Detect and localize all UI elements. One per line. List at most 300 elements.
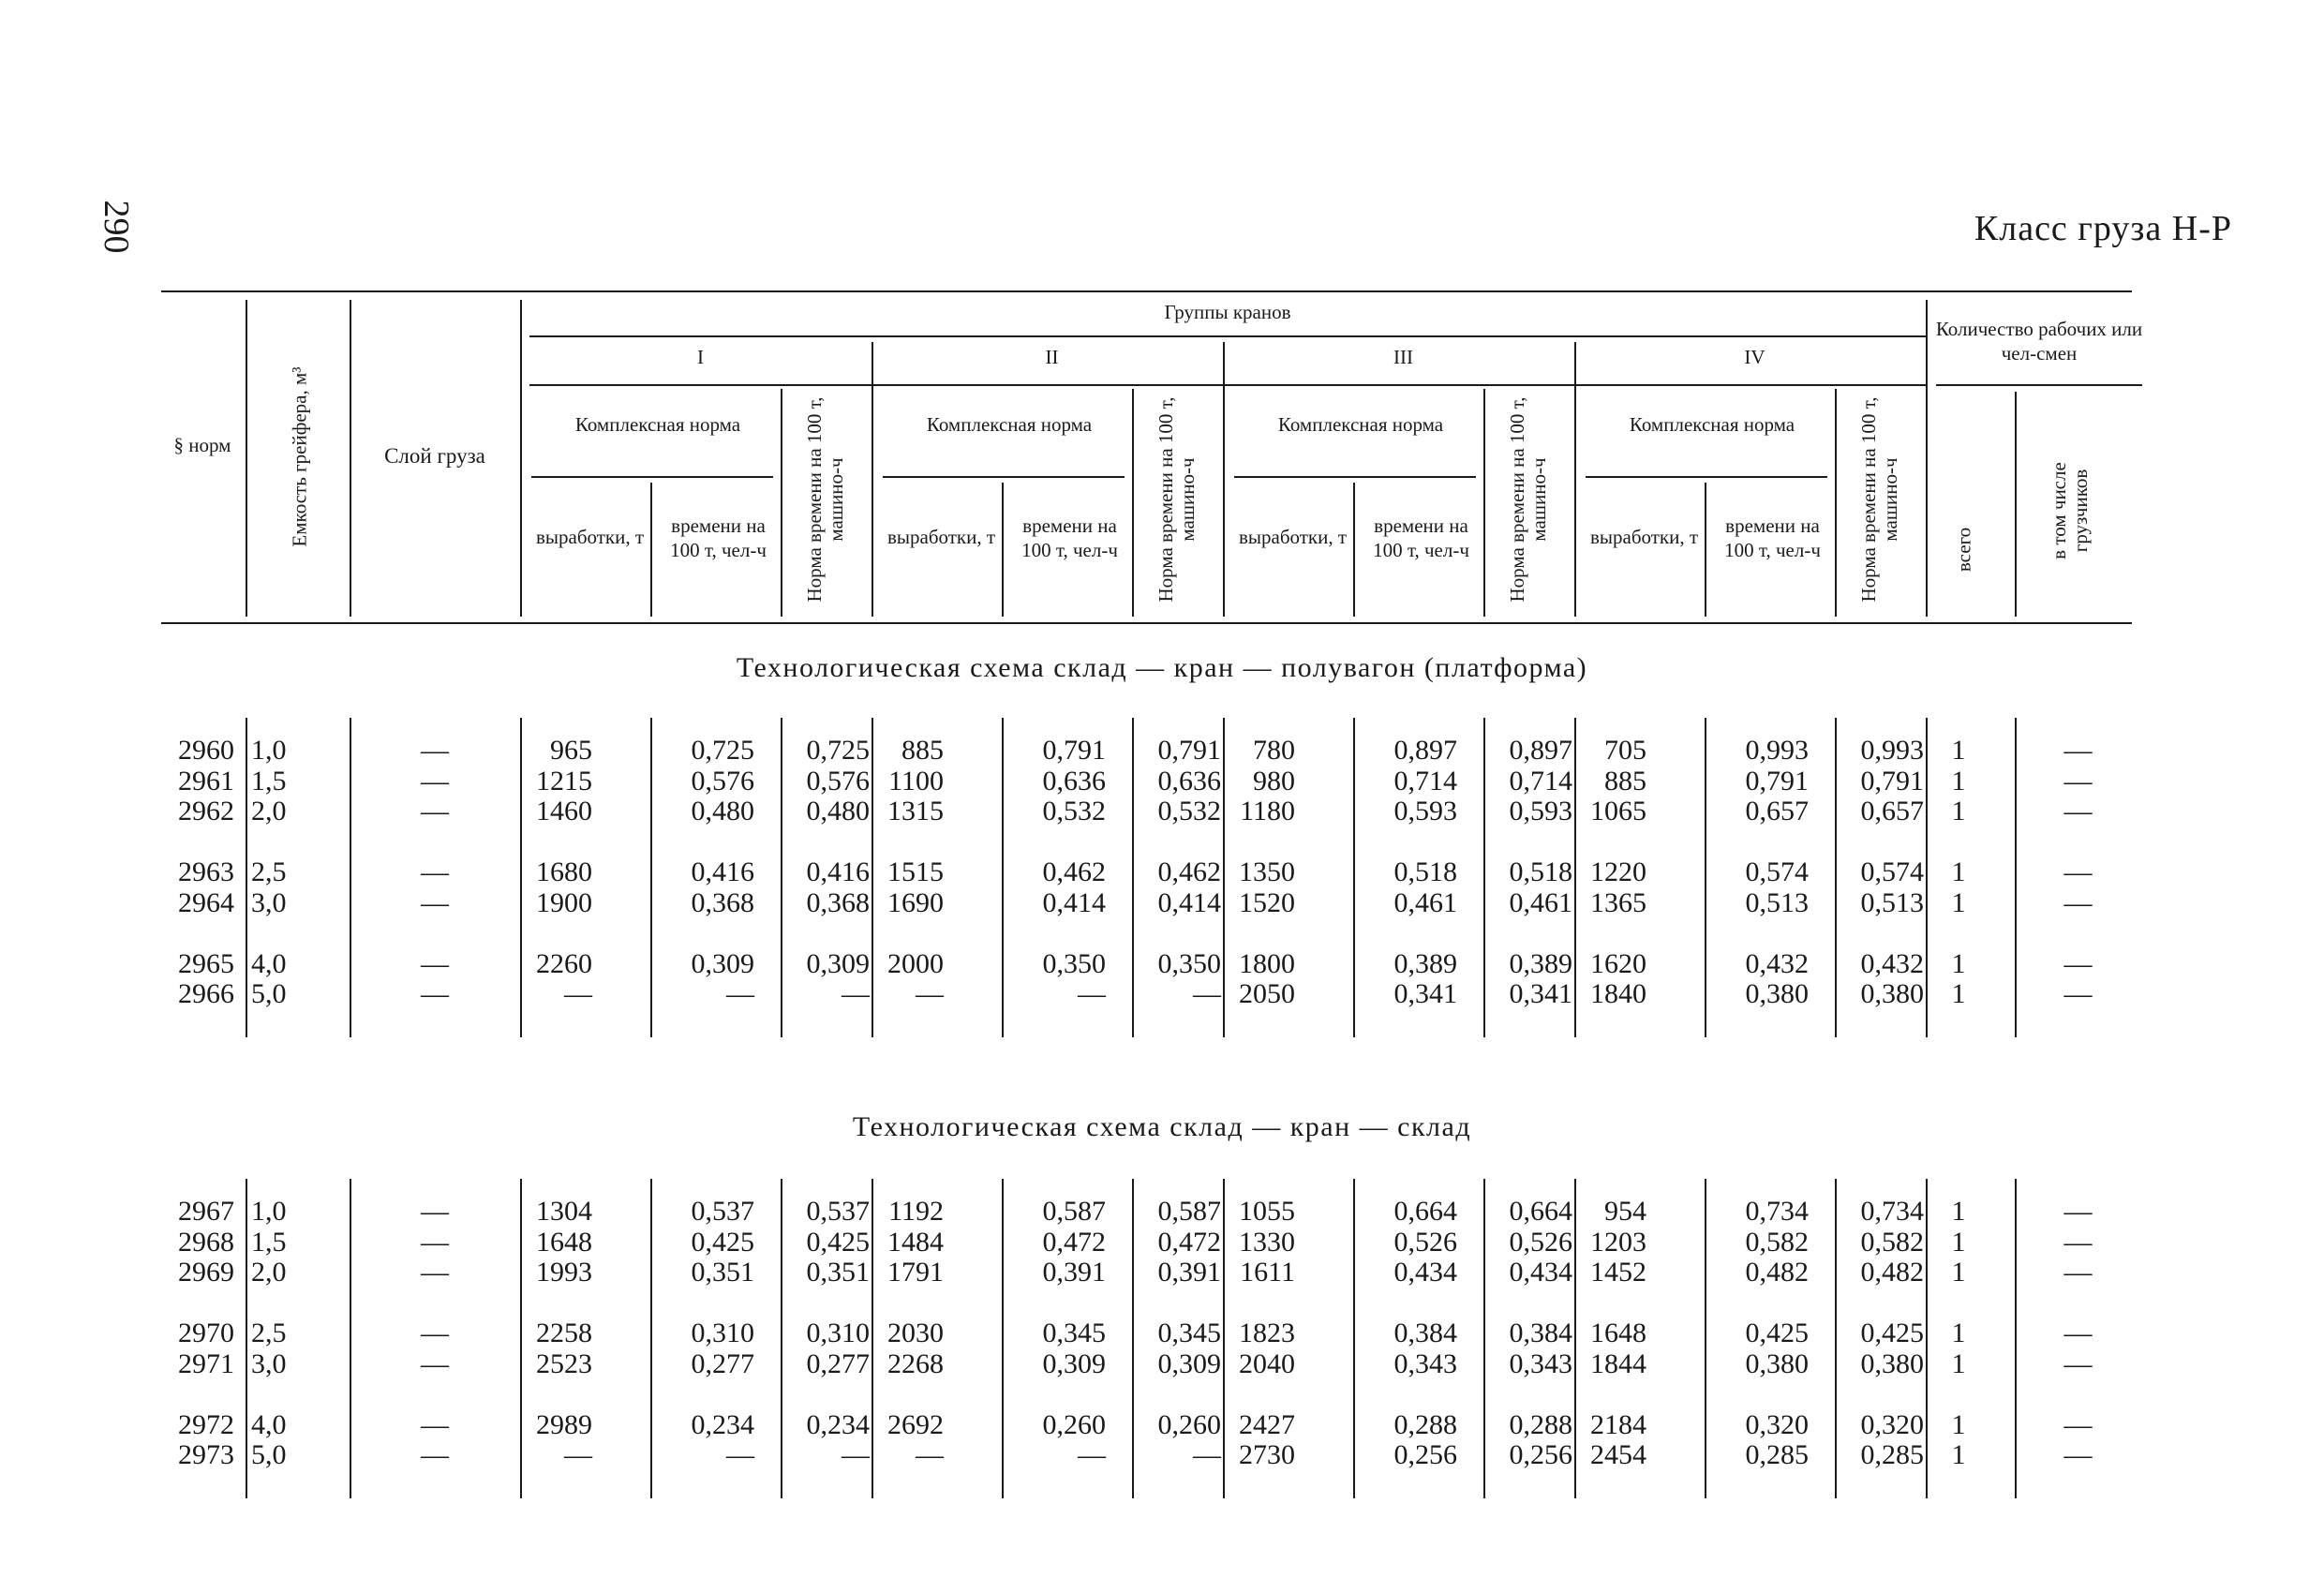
table-cell: 0,277 [806, 1347, 870, 1379]
table-cell: 0,526 [1393, 1226, 1457, 1258]
table-cell: 0,636 [1042, 765, 1106, 796]
table-cell: 1330 [1239, 1226, 1295, 1258]
table-cell: 0,587 [1157, 1196, 1221, 1227]
table-cell: 0,380 [1860, 1347, 1924, 1379]
table-cell: 0,380 [1745, 1347, 1809, 1379]
table-cell: — [421, 1196, 449, 1227]
table-cell: 2,0 [251, 1257, 287, 1288]
col-divider [1574, 342, 1576, 617]
table-cell: 1065 [1590, 796, 1646, 826]
table-cell: 1 [1951, 1347, 1966, 1379]
complex-norm-header-2: Комплексная норма [926, 413, 1093, 436]
table-cell: 0,576 [806, 765, 870, 796]
table-cell: 2040 [1239, 1347, 1295, 1379]
table-cell: — [421, 796, 449, 826]
group-numeral-1: I [697, 346, 704, 368]
table-cell: 1611 [1240, 1257, 1295, 1288]
table-cell: 5,0 [251, 1439, 287, 1470]
col-divider [1926, 300, 1928, 617]
table-cell: 0,380 [1745, 978, 1809, 1009]
table-cell: 1690 [887, 886, 944, 918]
table-cell: 0,791 [1157, 735, 1221, 766]
table-cell: 0,260 [1157, 1408, 1221, 1440]
table-cell: — [564, 1439, 592, 1470]
body-column-rule [520, 718, 522, 1037]
table-cell: 1800 [1239, 947, 1295, 979]
col-divider [2015, 392, 2017, 617]
table-cell: 0,285 [1745, 1439, 1809, 1470]
complex-rule-2 [883, 476, 1125, 478]
table-cell: 980 [1253, 765, 1295, 796]
table-cell: 1100 [888, 765, 944, 796]
table-cell: 1680 [536, 856, 592, 887]
col-divider [246, 300, 247, 617]
crane-groups-header: Группы кранов [1164, 301, 1291, 323]
body-column-rule [1132, 1179, 1134, 1498]
table-cell: 0,391 [1157, 1257, 1221, 1288]
table-cell: 2962 [178, 796, 234, 826]
table-cell: — [421, 765, 449, 796]
table-cell: — [2063, 1196, 2093, 1227]
table-cell: 954 [1604, 1196, 1646, 1227]
section-title-2: Технологическая схема склад — кран — склад [852, 1111, 1472, 1142]
body-column-rule [872, 718, 873, 1037]
table-cell: 0,285 [1860, 1439, 1924, 1470]
table-cell: 0,414 [1157, 886, 1221, 918]
body-column-rule [246, 718, 247, 1037]
output-header-2: выработки, т [886, 526, 996, 548]
col-divider [1705, 483, 1706, 617]
table-cell: 0,574 [1860, 856, 1924, 887]
body-column-rule [1132, 718, 1134, 1037]
table-cell: 1055 [1239, 1196, 1295, 1227]
table-cell: 1520 [1239, 886, 1295, 918]
table-cell: 0,574 [1745, 856, 1809, 887]
table-cell: 2967 [178, 1196, 234, 1227]
col-divider [350, 300, 351, 617]
complex-rule-1 [531, 476, 773, 478]
table-cell: 1484 [887, 1226, 944, 1258]
body-column-rule [246, 1179, 247, 1498]
table-cell: — [916, 1439, 944, 1470]
table-cell: 0,532 [1157, 796, 1221, 826]
time-header-1: времени на 100 т, чел-ч [670, 514, 767, 561]
table-cell: — [421, 856, 449, 887]
table-cell: 0,277 [691, 1347, 754, 1379]
table-cell: 0,480 [691, 796, 754, 826]
layer-header: Слой груза [384, 444, 485, 468]
body-column-rule [1483, 718, 1485, 1037]
table-cell: — [421, 886, 449, 918]
table-cell: — [2063, 1439, 2093, 1470]
table-cell: 2184 [1590, 1408, 1646, 1440]
page-title: Класс груза Н-Р [1974, 209, 2232, 248]
table-cell: 1 [1951, 735, 1966, 766]
norm-header: § норм [173, 434, 231, 456]
table-cell: — [421, 1318, 449, 1348]
workers-rule [1936, 384, 2142, 386]
table-cell: — [421, 735, 449, 766]
table-cell: 1 [1951, 1196, 1966, 1227]
table-cell: 705 [1604, 735, 1646, 766]
body-column-rule [1353, 718, 1355, 1037]
table-cell: 0,993 [1745, 735, 1809, 766]
table-cell: 2,0 [251, 796, 287, 826]
table-cell: 0,714 [1509, 765, 1572, 796]
table-cell: 0,993 [1860, 735, 1924, 766]
table-cell: 2,5 [251, 1318, 287, 1348]
table-cell: 0,518 [1509, 856, 1572, 887]
table-cell: 1180 [1240, 796, 1295, 826]
table-cell: 0,472 [1042, 1226, 1106, 1258]
table-cell: 965 [550, 735, 592, 766]
machine-time-header-3: Норма времени на 100 т, машино-ч [1506, 396, 1550, 603]
table-cell: 0,256 [1393, 1439, 1457, 1470]
table-cell: 0,380 [1860, 978, 1924, 1009]
header-bottom-rule [161, 622, 2132, 624]
table-cell: 1220 [1590, 856, 1646, 887]
table-cell: 0,482 [1745, 1257, 1809, 1288]
table-cell: 0,664 [1393, 1196, 1457, 1227]
table-cell: 0,351 [691, 1257, 754, 1288]
table-cell: 2427 [1239, 1408, 1295, 1440]
table-cell: 0,432 [1745, 947, 1809, 979]
table-cell: 0,537 [691, 1196, 754, 1227]
complex-rule-4 [1586, 476, 1827, 478]
table-cell: 0,309 [1157, 1347, 1221, 1379]
body-column-rule [1574, 718, 1576, 1037]
table-cell: — [421, 1226, 449, 1258]
loaders-header: в том числе грузчиков [2048, 462, 2092, 559]
table-cell: 1,0 [251, 735, 287, 766]
table-cell: 0,368 [691, 886, 754, 918]
table-cell: — [1078, 978, 1106, 1009]
table-cell: 0,791 [1860, 765, 1924, 796]
table-cell: 0,345 [1042, 1318, 1106, 1348]
table-cell: 2960 [178, 735, 234, 766]
table-cell: 0,636 [1157, 765, 1221, 796]
table-cell: 1 [1951, 886, 1966, 918]
numeral-rule [529, 384, 1926, 386]
table-top-rule [161, 290, 2132, 292]
table-cell: — [2063, 1226, 2093, 1258]
table-cell: 0,310 [691, 1318, 754, 1348]
table-cell: 0,526 [1509, 1226, 1572, 1258]
col-divider [1353, 483, 1355, 617]
table-cell: 0,341 [1393, 978, 1457, 1009]
workers-header: Количество рабочих или чел-смен [1935, 318, 2143, 365]
table-cell: 2,5 [251, 856, 287, 887]
table-cell: — [2063, 886, 2093, 918]
table-cell: 1844 [1590, 1347, 1646, 1379]
table-cell: 0,414 [1042, 886, 1106, 918]
table-cell: 0,309 [806, 947, 870, 979]
table-cell: 1350 [1239, 856, 1295, 887]
body-column-rule [1574, 1179, 1576, 1498]
table-cell: 2961 [178, 765, 234, 796]
table-cell: 2730 [1239, 1439, 1295, 1470]
table-cell: 0,664 [1509, 1196, 1572, 1227]
table-cell: — [1193, 1439, 1221, 1470]
table-cell: 0,461 [1393, 886, 1457, 918]
table-cell: 1791 [887, 1257, 944, 1288]
table-cell: 1 [1951, 765, 1966, 796]
col-divider [872, 342, 873, 617]
table-cell: 4,0 [251, 1408, 287, 1440]
table-cell: 1304 [536, 1196, 592, 1227]
table-cell: — [842, 978, 870, 1009]
table-cell: 2969 [178, 1257, 234, 1288]
table-cell: — [421, 978, 449, 1009]
table-cell: 2968 [178, 1226, 234, 1258]
table-cell: 2258 [536, 1318, 592, 1348]
table-cell: 0,714 [1393, 765, 1457, 796]
complex-norm-header-4: Комплексная норма [1629, 413, 1795, 436]
output-header-1: выработки, т [535, 526, 645, 548]
table-cell: 1 [1951, 1226, 1966, 1258]
table-cell: 2972 [178, 1408, 234, 1440]
body-column-rule [1926, 718, 1928, 1037]
table-cell: 0,576 [691, 765, 754, 796]
table-cell: — [421, 1347, 449, 1379]
col-divider [650, 483, 652, 617]
col-divider [1223, 342, 1225, 617]
table-cell: 1 [1951, 1439, 1966, 1470]
table-cell: 0,518 [1393, 856, 1457, 887]
page-number: 290 [97, 200, 136, 254]
table-cell: 2268 [887, 1347, 944, 1379]
section-title-1: Технологическая схема склад — кран — полувагон (платформа) [736, 652, 1588, 683]
body-column-rule [1835, 718, 1837, 1037]
table-cell: 885 [1604, 765, 1646, 796]
table-cell: 2970 [178, 1318, 234, 1348]
table-cell: 1 [1951, 947, 1966, 979]
table-cell: 0,256 [1509, 1439, 1572, 1470]
col-divider [1132, 389, 1134, 617]
table-cell: 0,310 [806, 1318, 870, 1348]
table-cell: 0,309 [691, 947, 754, 979]
table-cell: 0,345 [1157, 1318, 1221, 1348]
body-column-rule [1353, 1179, 1355, 1498]
table-cell: 0,350 [1042, 947, 1106, 979]
table-cell: — [2063, 947, 2093, 979]
total-header: всего [1952, 527, 1975, 573]
table-cell: 780 [1253, 735, 1295, 766]
table-cell: 0,532 [1042, 796, 1106, 826]
body-column-rule [1223, 1179, 1225, 1498]
table-cell: 0,320 [1860, 1408, 1924, 1440]
table-cell: 0,389 [1393, 947, 1457, 979]
table-cell: — [726, 1439, 754, 1470]
table-cell: — [2063, 765, 2093, 796]
table-cell: 0,791 [1042, 735, 1106, 766]
table-cell: 0,309 [1042, 1347, 1106, 1379]
table-cell: 1452 [1590, 1257, 1646, 1288]
table-cell: 0,425 [1745, 1318, 1809, 1348]
time-header-3: времени на 100 т, чел-ч [1373, 514, 1469, 561]
body-column-rule [650, 1179, 652, 1498]
table-cell: 0,582 [1860, 1226, 1924, 1258]
table-cell: 0,432 [1860, 947, 1924, 979]
table-cell: 0,513 [1860, 886, 1924, 918]
body-column-rule [1705, 1179, 1706, 1498]
table-cell: 0,384 [1509, 1318, 1572, 1348]
table-cell: 0,341 [1509, 978, 1572, 1009]
table-cell: 2454 [1590, 1439, 1646, 1470]
table-cell: 1648 [536, 1226, 592, 1258]
table-cell: 2965 [178, 947, 234, 979]
body-column-rule [1705, 718, 1706, 1037]
table-cell: — [2063, 978, 2093, 1009]
table-cell: 1460 [536, 796, 592, 826]
table-cell: 0,462 [1042, 856, 1106, 887]
body-column-rule [350, 1179, 351, 1498]
table-cell: 0,425 [1860, 1318, 1924, 1348]
table-cell: 0,234 [806, 1408, 870, 1440]
table-cell: 1 [1951, 796, 1966, 826]
table-cell: 2000 [887, 947, 944, 979]
table-cell: 0,593 [1393, 796, 1457, 826]
table-cell: 5,0 [251, 978, 287, 1009]
body-column-rule [520, 1179, 522, 1498]
table-cell: 0,425 [691, 1226, 754, 1258]
body-column-rule [350, 718, 351, 1037]
table-cell: — [2063, 735, 2093, 766]
table-cell: — [421, 947, 449, 979]
table-cell: 0,537 [806, 1196, 870, 1227]
table-cell: 2989 [536, 1408, 592, 1440]
table-cell: 1203 [1590, 1226, 1646, 1258]
table-cell: 2050 [1239, 978, 1295, 1009]
col-divider [1835, 389, 1837, 617]
table-cell: — [2063, 1257, 2093, 1288]
table-cell: 4,0 [251, 947, 287, 979]
group-numeral-2: II [1045, 346, 1059, 368]
table-cell: 3,0 [251, 886, 287, 918]
complex-rule-3 [1234, 476, 1476, 478]
table-cell: 2692 [887, 1408, 944, 1440]
table-cell: — [2063, 856, 2093, 887]
table-cell: — [421, 1408, 449, 1440]
table-cell: 0,343 [1393, 1347, 1457, 1379]
table-cell: — [916, 978, 944, 1009]
body-column-rule [650, 718, 652, 1037]
col-divider [1002, 483, 1004, 617]
table-cell: 0,480 [806, 796, 870, 826]
table-cell: 0,288 [1509, 1408, 1572, 1440]
complex-norm-header-3: Комплексная норма [1277, 413, 1444, 436]
time-header-4: времени на 100 т, чел-ч [1724, 514, 1821, 561]
table-cell: 0,288 [1393, 1408, 1457, 1440]
table-cell: 0,587 [1042, 1196, 1106, 1227]
group-numeral-4: IV [1744, 346, 1765, 368]
table-cell: 0,391 [1042, 1257, 1106, 1288]
table-cell: 1620 [1590, 947, 1646, 979]
table-cell: — [2063, 1347, 2093, 1379]
table-cell: 885 [901, 735, 944, 766]
body-column-rule [1002, 718, 1004, 1037]
table-cell: 1 [1951, 1408, 1966, 1440]
table-cell: 0,897 [1393, 735, 1457, 766]
table-cell: 2963 [178, 856, 234, 887]
body-column-rule [781, 718, 782, 1037]
table-cell: 0,416 [691, 856, 754, 887]
table-cell: 0,461 [1509, 886, 1572, 918]
body-column-rule [1002, 1179, 1004, 1498]
table-cell: 0,389 [1509, 947, 1572, 979]
body-column-rule [1835, 1179, 1837, 1498]
table-cell: 0,513 [1745, 886, 1809, 918]
group-numeral-3: III [1393, 346, 1413, 368]
table-cell: 1993 [536, 1257, 592, 1288]
table-cell: — [421, 1439, 449, 1470]
time-header-2: времени на 100 т, чел-ч [1021, 514, 1118, 561]
table-cell: 1 [1951, 978, 1966, 1009]
table-cell: 0,416 [806, 856, 870, 887]
table-cell: 0,234 [691, 1408, 754, 1440]
table-cell: — [2063, 796, 2093, 826]
table-cell: — [842, 1439, 870, 1470]
machine-time-header-2: Норма времени на 100 т, машино-ч [1155, 396, 1199, 603]
table-cell: 1,0 [251, 1196, 287, 1227]
table-cell: — [2063, 1318, 2093, 1348]
table-cell: 1 [1951, 1257, 1966, 1288]
table-cell: 0,725 [691, 735, 754, 766]
table-cell: 1900 [536, 886, 592, 918]
body-column-rule [2015, 1179, 2017, 1498]
table-cell: 1365 [1590, 886, 1646, 918]
table-cell: 2964 [178, 886, 234, 918]
table-cell: 0,734 [1860, 1196, 1924, 1227]
machine-time-header-4: Норма времени на 100 т, машино-ч [1857, 396, 1901, 603]
table-cell: 0,472 [1157, 1226, 1221, 1258]
table-cell: 1215 [536, 765, 592, 796]
table-cell: 0,725 [806, 735, 870, 766]
table-cell: 0,582 [1745, 1226, 1809, 1258]
table-cell: 0,462 [1157, 856, 1221, 887]
table-cell: 0,368 [806, 886, 870, 918]
table-cell: 1648 [1590, 1318, 1646, 1348]
body-column-rule [2015, 718, 2017, 1037]
table-cell: 0,593 [1509, 796, 1572, 826]
table-cell: 1315 [887, 796, 944, 826]
table-cell: 2966 [178, 978, 234, 1009]
table-cell: 1 [1951, 1318, 1966, 1348]
complex-norm-header-1: Комплексная норма [574, 413, 741, 436]
table-cell: 0,897 [1509, 735, 1572, 766]
groups-rule [529, 335, 1926, 337]
table-cell: 0,734 [1745, 1196, 1809, 1227]
body-column-rule [872, 1179, 873, 1498]
col-divider [520, 300, 522, 617]
table-cell: 0,425 [806, 1226, 870, 1258]
table-cell: — [1193, 978, 1221, 1009]
table-cell: 1,5 [251, 765, 287, 796]
body-column-rule [1483, 1179, 1485, 1498]
table-cell: 1,5 [251, 1226, 287, 1258]
table-cell: 0,434 [1393, 1257, 1457, 1288]
body-column-rule [1223, 718, 1225, 1037]
table-cell: 2973 [178, 1439, 234, 1470]
table-cell: 0,434 [1509, 1257, 1572, 1288]
table-cell: 1840 [1590, 978, 1646, 1009]
output-header-4: выработки, т [1589, 526, 1699, 548]
table-cell: 0,351 [806, 1257, 870, 1288]
table-cell: 0,384 [1393, 1318, 1457, 1348]
table-cell: 1192 [888, 1196, 944, 1227]
table-cell: 0,657 [1745, 796, 1809, 826]
col-divider [781, 389, 782, 617]
